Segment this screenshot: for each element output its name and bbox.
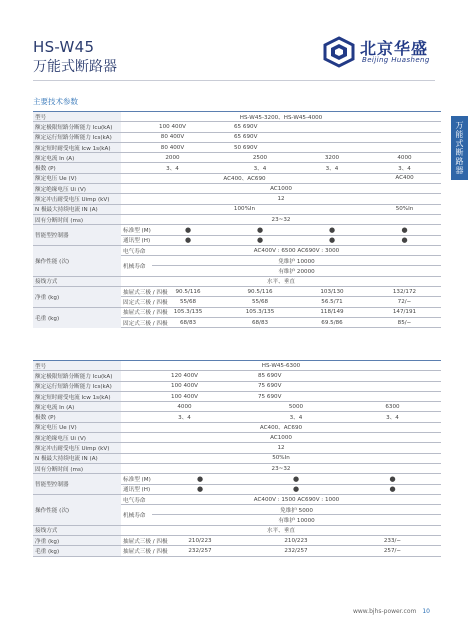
cell: ● <box>152 474 248 484</box>
row-label: 操作性能 (次) <box>33 494 121 525</box>
row-label: 额定短时耐受电流 Icw 1s(kA) <box>33 391 121 401</box>
cell: 50 690V <box>224 142 441 152</box>
table-row <box>33 433 441 443</box>
cell: 4000 <box>368 153 441 163</box>
cell: 50%In <box>368 204 441 214</box>
cell: 3、4 <box>121 412 248 422</box>
cell: 55/68 <box>224 297 296 307</box>
table-row <box>33 371 441 381</box>
cell: AC1000 <box>121 433 441 443</box>
cell: ● <box>344 474 441 484</box>
cell: 2500 <box>224 153 296 163</box>
row-label: 智能型控制器 <box>33 225 121 246</box>
cell: 72/− <box>368 297 441 307</box>
cell: 23~32 <box>121 214 441 224</box>
cell: 100 400V <box>121 391 248 401</box>
cell: HS-W45-6300 <box>121 361 441 371</box>
table-row <box>33 245 441 255</box>
cell: 68/83 <box>152 317 224 327</box>
cell: 2000 <box>121 153 224 163</box>
table-row <box>33 184 441 194</box>
table-row <box>33 546 441 556</box>
cell: 90.5/116 <box>152 287 224 297</box>
cell: 3、4 <box>121 163 224 173</box>
cell: 12 <box>121 194 441 204</box>
cell: 65 690V <box>224 122 441 132</box>
table-row <box>33 463 441 473</box>
cell: 3、4 <box>368 163 441 173</box>
cell: AC400V : 6500 AC690V : 3000 <box>152 245 441 255</box>
cell: 105.3/135 <box>152 307 224 317</box>
cell: ● <box>248 474 344 484</box>
table-row <box>33 525 441 535</box>
row-label: 型号 <box>33 112 121 122</box>
cell: ● <box>248 484 344 494</box>
table-row <box>33 381 441 391</box>
row-label: 接线方式 <box>33 525 121 535</box>
cell: 免维护 5000 <box>152 505 441 515</box>
brand-logo <box>322 36 432 70</box>
cell: 103/130 <box>296 287 368 297</box>
row-label: 额定极限短路分断能力 Icu(kA) <box>33 371 121 381</box>
cell: 机械寿命 <box>121 505 152 526</box>
table-row <box>33 536 441 546</box>
cell: 85 690V <box>248 371 441 381</box>
cell: AC1000 <box>121 184 441 194</box>
page-footer <box>353 608 430 615</box>
cell: ● <box>224 225 296 235</box>
table-row <box>33 173 441 183</box>
cell: 75 690V <box>248 391 441 401</box>
spec-table-3200-4000 <box>33 111 441 328</box>
table-row <box>33 474 441 484</box>
cell: 3、4 <box>296 163 368 173</box>
table-row <box>33 402 441 412</box>
brand-name-en: Beijing Huasheng <box>362 56 430 64</box>
cell: HS-W45-3200、HS-W45-4000 <box>121 112 441 122</box>
table-row <box>33 391 441 401</box>
row-label: 额定极限短路分断能力 Icu(kA) <box>33 122 121 132</box>
row-label: 额定冲击耐受电压 Uimp (kV) <box>33 443 121 453</box>
cell: 免维护 10000 <box>152 256 441 266</box>
row-label: 固有分断时间 (ms) <box>33 463 121 473</box>
cell: 3、4 <box>344 412 441 422</box>
cell: 抽屉式三极 / 四极 <box>121 307 152 317</box>
cell: 100 400V <box>121 381 248 391</box>
cell: 通讯型 (H) <box>121 484 152 494</box>
cell: 电气寿命 <box>121 494 152 504</box>
row-label: 净重 (kg) <box>33 536 121 546</box>
side-tab[interactable]: 万能式断路器 <box>451 116 468 180</box>
product-subtitle: 万能式断路器 <box>33 59 117 75</box>
cell: 固定式三极 / 四极 <box>121 297 152 307</box>
cell: ● <box>296 225 368 235</box>
cell: 4000 <box>121 402 248 412</box>
cell: 抽屉式三极 / 四极 <box>121 536 152 546</box>
cell: 标准型 (M) <box>121 225 152 235</box>
table-row <box>33 122 441 132</box>
cell: 257/− <box>344 546 441 556</box>
cell: 75 690V <box>248 381 441 391</box>
row-label: 额定运行短路分断能力 Ics(kA) <box>33 132 121 142</box>
cell: ● <box>368 235 441 245</box>
table-row <box>33 276 441 286</box>
row-label: 额定电压 Ue (V) <box>33 173 121 183</box>
cell: 3200 <box>296 153 368 163</box>
table-row <box>33 204 441 214</box>
cell: 5000 <box>248 402 344 412</box>
table-row <box>33 225 441 235</box>
cell: 100 400V <box>121 122 224 132</box>
cell: 3、4 <box>248 412 344 422</box>
cell: 147/191 <box>368 307 441 317</box>
row-label: 固有分断时间 (ms) <box>33 214 121 224</box>
cell: 抽屉式三极 / 四极 <box>121 287 152 297</box>
row-label: 额定冲击耐受电压 Uimp (kV) <box>33 194 121 204</box>
table-row <box>33 422 441 432</box>
table-row <box>33 163 441 173</box>
cell: 55/68 <box>152 297 224 307</box>
cell: AC400V : 1500 AC690V : 1000 <box>152 494 441 504</box>
table-row <box>33 153 441 163</box>
cell: 23~32 <box>121 463 441 473</box>
cell: 210/223 <box>152 536 248 546</box>
row-label: 额定短时耐受电流 Icw 1s(kA) <box>33 142 121 152</box>
cell: 56.5/71 <box>296 297 368 307</box>
cell: 132/172 <box>368 287 441 297</box>
website-link[interactable]: www.bjhs-power.com <box>352 608 417 615</box>
cell: 80 400V <box>121 142 224 152</box>
table-row <box>33 132 441 142</box>
cell: ● <box>224 235 296 245</box>
table-row <box>33 307 441 317</box>
cell: ● <box>152 235 224 245</box>
header-divider <box>33 80 435 81</box>
row-label: 接线方式 <box>33 276 121 286</box>
row-label: 额定运行短路分断能力 Ics(kA) <box>33 381 121 391</box>
spec-table-6300 <box>33 360 441 557</box>
table-row <box>33 494 441 504</box>
cell: 机械寿命 <box>121 256 152 277</box>
cell: 85/− <box>368 317 441 327</box>
table-row <box>33 287 441 297</box>
row-label: 毛重 (kg) <box>33 546 121 556</box>
cell: 100%In <box>121 204 368 214</box>
page-number: 10 <box>422 608 430 615</box>
cell: AC400、AC690 <box>121 422 441 432</box>
table-row <box>33 412 441 422</box>
row-label: N 极最大持续电流 IN (A) <box>33 453 121 463</box>
cell: 120 400V <box>121 371 248 381</box>
cell: 232/257 <box>248 546 344 556</box>
row-label: 型号 <box>33 361 121 371</box>
cell: 118/149 <box>296 307 368 317</box>
cell: 50%In <box>121 453 441 463</box>
cell: 电气寿命 <box>121 245 152 255</box>
cell: 69.5/86 <box>296 317 368 327</box>
cell: ● <box>152 225 224 235</box>
row-label: 毛重 (kg) <box>33 307 121 328</box>
cell: 105.3/135 <box>224 307 296 317</box>
cell: 12 <box>121 443 441 453</box>
cell: 90.5/116 <box>224 287 296 297</box>
cell: ● <box>368 225 441 235</box>
row-label: 极数 (P) <box>33 163 121 173</box>
cell: 有维护 10000 <box>152 515 441 525</box>
cell: 有维护 20000 <box>152 266 441 276</box>
cell: 水平、垂直 <box>121 525 441 535</box>
row-label: N 极最大持续电流 IN (A) <box>33 204 121 214</box>
row-label: 额定电压 Ue (V) <box>33 422 121 432</box>
row-label: 极数 (P) <box>33 412 121 422</box>
row-label: 额定电流 In (A) <box>33 153 121 163</box>
row-label: 操作性能 (次) <box>33 245 121 276</box>
table-row <box>33 112 441 122</box>
cell: 通讯型 (H) <box>121 235 152 245</box>
cell: 标准型 (M) <box>121 474 152 484</box>
cell: 65 690V <box>224 132 441 142</box>
table-row <box>33 142 441 152</box>
row-label: 额定绝缘电压 Ui (V) <box>33 433 121 443</box>
cell: 抽屉式三极 / 四极 <box>121 546 152 556</box>
model-title: HS-W45 <box>33 38 95 56</box>
cell: 232/257 <box>152 546 248 556</box>
row-label: 智能型控制器 <box>33 474 121 495</box>
cell: 233/− <box>344 536 441 546</box>
row-label: 额定绝缘电压 Ui (V) <box>33 184 121 194</box>
logo-icon <box>322 36 356 68</box>
cell: ● <box>344 484 441 494</box>
cell: AC400 <box>368 173 441 183</box>
cell: 固定式三极 / 四极 <box>121 317 152 327</box>
cell: 68/83 <box>224 317 296 327</box>
table-row <box>33 361 441 371</box>
table-row <box>33 214 441 224</box>
cell: 80 400V <box>121 132 224 142</box>
cell: 3、4 <box>224 163 296 173</box>
cell: 6300 <box>344 402 441 412</box>
cell: AC400、AC690 <box>121 173 368 183</box>
table-row <box>33 443 441 453</box>
brand-name-cn: 北京华盛 <box>360 39 429 58</box>
cell: ● <box>152 484 248 494</box>
row-label: 净重 (kg) <box>33 287 121 308</box>
cell: 210/223 <box>248 536 344 546</box>
section-title: 主要技术参数 <box>33 97 78 106</box>
cell: 水平、垂直 <box>121 276 441 286</box>
cell: ● <box>296 235 368 245</box>
table-row <box>33 453 441 463</box>
table-row <box>33 194 441 204</box>
row-label: 额定电流 In (A) <box>33 402 121 412</box>
